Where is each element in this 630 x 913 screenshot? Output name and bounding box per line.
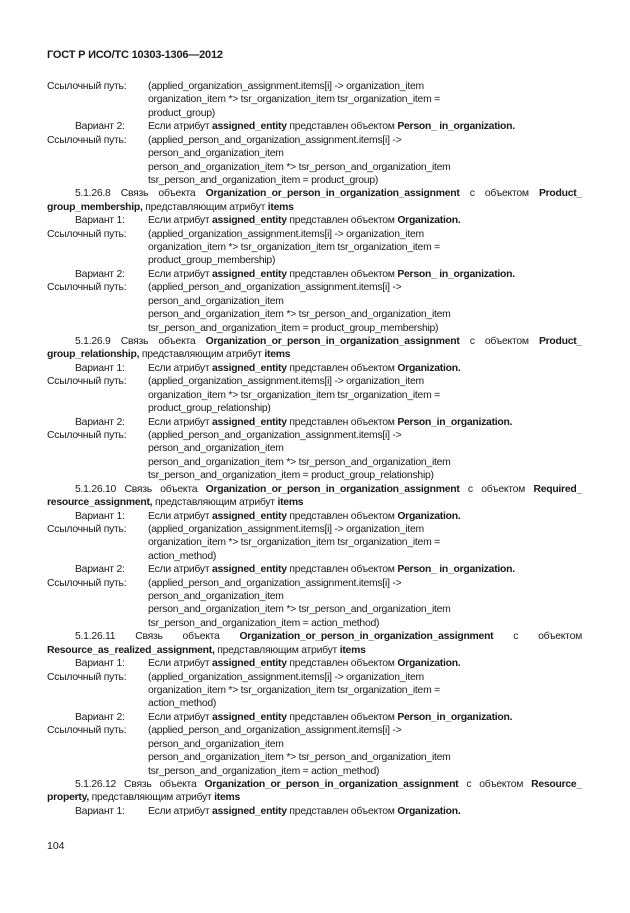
document-body: [0, 80, 630, 818]
text-line: [0, 671, 630, 684]
text-segment: (applied_organization_assignment.items[i] -> organization_item: [148, 376, 424, 388]
text-segment: organization_item *> tsr_organization_item tsr_organization_item =: [148, 684, 440, 696]
text-segment: person_and_organization_item: [148, 443, 284, 455]
text-segment: (applied_organization_assignment.items[i] -> organization_item: [148, 671, 424, 683]
text-segment: product_group): [148, 107, 215, 119]
text-segment: представляющим атрибут: [152, 497, 278, 509]
bold-term: Required_: [533, 483, 582, 495]
bold-term: items: [264, 349, 291, 361]
text-segment: 5.1.26.12 Связь объекта: [75, 778, 205, 790]
bold-term: assigned_entity: [211, 805, 287, 817]
line-text: [148, 805, 460, 818]
text-line: [0, 697, 630, 710]
text-segment: Если атрибут: [148, 658, 212, 670]
line-text: [148, 590, 284, 603]
text-line: [0, 577, 630, 590]
bold-term: assigned_entity: [211, 416, 287, 428]
text-line: [0, 268, 630, 281]
bold-term: Organization_or_person_in_organization_assignment: [205, 336, 460, 348]
bold-term: Organization.: [397, 215, 461, 227]
bold-term: items: [267, 201, 294, 213]
text-segment: person_and_organization_item: [148, 591, 284, 603]
line-text: [148, 617, 379, 630]
text-line: [0, 590, 630, 603]
line-text: [148, 322, 438, 335]
line-text: [148, 671, 424, 684]
line-text: [47, 791, 240, 804]
line-text: [148, 536, 440, 549]
text-segment: organization_item *> tsr_organization_item tsr_organization_item =: [148, 537, 440, 549]
line-text: [148, 161, 451, 174]
variant-label: Вариант 1:: [75, 510, 125, 522]
text-line: [0, 254, 630, 267]
text-line: [0, 214, 630, 227]
text-line: [0, 724, 630, 737]
line-text: [47, 644, 366, 657]
line-text: [148, 724, 401, 737]
text-segment: (applied_organization_assignment.items[i] -> organization_item: [148, 523, 424, 535]
line-text: [148, 603, 451, 616]
line-text: [148, 362, 460, 375]
variant-label: Вариант 1:: [75, 362, 125, 374]
bold-term: assigned_entity: [211, 564, 287, 576]
reference-path-label: Ссылочный путь:: [47, 376, 127, 388]
bold-term: group_membership,: [47, 201, 143, 213]
bold-term: Organization.: [397, 510, 461, 522]
section-heading-line: [0, 187, 630, 200]
text-line: [0, 510, 630, 523]
text-segment: представлен объектом: [286, 658, 398, 670]
bold-term: Person_ in_organization.: [397, 121, 515, 133]
text-line: [0, 657, 630, 670]
text-segment: с объектом: [459, 336, 539, 348]
text-line: [0, 751, 630, 764]
line-text: [148, 765, 379, 778]
text-segment: person_and_organization_item *> tsr_person_and_organization_item: [148, 161, 451, 173]
text-segment: представлен объектом: [286, 362, 398, 374]
text-segment: (applied_person_and_organization_assignment.items[i] ->: [148, 429, 402, 441]
line-text: [148, 751, 451, 764]
text-line: [0, 375, 630, 388]
line-text: [148, 697, 216, 710]
text-segment: organization_item *> tsr_organization_item tsr_organization_item =: [148, 94, 440, 106]
line-text: [148, 228, 424, 241]
bold-term: items: [339, 644, 366, 656]
line-text: [75, 335, 582, 348]
bold-term: assigned_entity: [211, 215, 287, 227]
bold-term: resource_assignment,: [47, 497, 153, 509]
text-segment: представляющим атрибут: [139, 349, 265, 361]
variant-label: Вариант 2:: [75, 564, 125, 576]
section-heading-line: [0, 483, 630, 496]
text-line: [0, 107, 630, 120]
bold-term: Person_in_organization.: [397, 711, 513, 723]
text-segment: (applied_person_and_organization_assignment.items[i] ->: [148, 725, 402, 737]
text-segment: 5.1.26.8 Связь объекта: [75, 188, 206, 200]
document-header: ГОСТ Р ИСО/ТС 10303-1306—2012: [47, 49, 223, 61]
text-line: [0, 201, 630, 214]
reference-path-label: Ссылочный путь:: [47, 134, 127, 146]
bold-term: assigned_entity: [211, 711, 287, 723]
variant-label: Вариант 2:: [75, 711, 125, 723]
bold-term: items: [277, 497, 304, 509]
section-heading-line: [0, 630, 630, 643]
line-text: [148, 711, 512, 724]
text-segment: tsr_person_and_organization_item = product_group_relationship): [148, 470, 434, 482]
line-text: [148, 657, 460, 670]
text-line: [0, 563, 630, 576]
line-text: [148, 80, 424, 93]
text-line: [0, 496, 630, 509]
text-segment: Если атрибут: [148, 805, 212, 817]
bold-term: assigned_entity: [211, 268, 287, 280]
text-segment: представляющим атрибут: [89, 792, 215, 804]
text-line: [0, 389, 630, 402]
text-segment: person_and_organization_item *> tsr_person_and_organization_item: [148, 752, 451, 764]
line-text: [148, 442, 284, 455]
bold-term: group_relationship,: [47, 349, 140, 361]
line-text: [75, 630, 582, 643]
reference-path-label: Ссылочный путь:: [47, 523, 127, 535]
bold-term: assigned_entity: [211, 121, 287, 133]
reference-path-label: Ссылочный путь:: [47, 429, 127, 441]
line-text: [148, 254, 275, 267]
text-segment: tsr_person_and_organization_item = product_group): [148, 174, 379, 186]
line-text: [148, 174, 378, 187]
bold-term: assigned_entity: [211, 362, 287, 374]
line-text: [148, 241, 440, 254]
text-line: [0, 134, 630, 147]
text-line: [0, 805, 630, 818]
text-line: [0, 174, 630, 187]
text-line: [0, 456, 630, 469]
line-text: [148, 684, 440, 697]
text-line: [0, 241, 630, 254]
text-segment: представлен объектом: [286, 805, 398, 817]
text-segment: (applied_person_and_organization_assignment.items[i] ->: [148, 282, 402, 294]
line-text: [148, 281, 401, 294]
text-line: [0, 295, 630, 308]
text-line: [0, 308, 630, 321]
line-text: [148, 523, 424, 536]
line-text: [148, 469, 434, 482]
text-line: [0, 362, 630, 375]
text-line: [0, 523, 630, 536]
bold-term: assigned_entity: [211, 510, 287, 522]
line-text: [148, 147, 284, 160]
bold-term: Organization.: [397, 658, 461, 670]
line-text: [148, 268, 515, 281]
text-segment: 5.1.26.10 Связь объекта: [75, 483, 206, 495]
line-text: [148, 134, 401, 147]
text-line: [0, 765, 630, 778]
text-segment: Если атрибут: [148, 711, 212, 723]
variant-label: Вариант 1:: [75, 805, 125, 817]
text-segment: представлен объектом: [286, 564, 398, 576]
text-line: [0, 161, 630, 174]
text-line: [0, 120, 630, 133]
reference-path-label: Ссылочный путь:: [47, 577, 127, 589]
text-segment: person_and_organization_item: [148, 295, 284, 307]
line-text: [47, 496, 303, 509]
text-line: [0, 93, 630, 106]
line-text: [148, 550, 216, 563]
bold-term: Organization_or_person_in_organization_assignment: [205, 483, 460, 495]
line-text: [148, 429, 401, 442]
line-text: [75, 483, 582, 496]
text-line: [0, 228, 630, 241]
text-segment: представлен объектом: [286, 215, 398, 227]
text-segment: с объектом: [459, 188, 539, 200]
text-segment: представлен объектом: [286, 121, 398, 133]
bold-term: Person_ in_organization.: [397, 268, 515, 280]
bold-term: Product_: [538, 188, 582, 200]
line-text: [47, 201, 294, 214]
text-segment: Если атрибут: [148, 268, 212, 280]
text-segment: Если атрибут: [148, 121, 212, 133]
line-text: [148, 738, 284, 751]
text-segment: product_group_membership): [148, 255, 276, 267]
text-segment: представлен объектом: [286, 711, 398, 723]
text-segment: Если атрибут: [148, 564, 212, 576]
line-text: [148, 93, 440, 106]
reference-path-label: Ссылочный путь:: [47, 228, 127, 240]
text-segment: Если атрибут: [148, 362, 212, 374]
text-segment: (applied_organization_assignment.items[i] -> organization_item: [148, 228, 424, 240]
bold-term: Organization_or_person_in_organization_assignment: [204, 778, 459, 790]
text-segment: (applied_organization_assignment.items[i] -> organization_item: [148, 81, 424, 92]
variant-label: Вариант 2:: [75, 121, 125, 133]
text-segment: person_and_organization_item *> tsr_person_and_organization_item: [148, 309, 451, 321]
text-segment: person_and_organization_item: [148, 148, 284, 160]
text-segment: organization_item *> tsr_organization_item tsr_organization_item =: [148, 242, 440, 254]
text-segment: person_and_organization_item *> tsr_person_and_organization_item: [148, 456, 451, 468]
bold-term: Organization_or_person_in_organization_assignment: [205, 188, 460, 200]
bold-term: Resource_as_realized_assignment,: [47, 644, 215, 656]
line-text: [148, 295, 284, 308]
line-text: [148, 375, 424, 388]
text-segment: (applied_person_and_organization_assignment.items[i] ->: [148, 134, 402, 146]
text-line: [0, 429, 630, 442]
text-segment: tsr_person_and_organization_item = action_method): [148, 617, 380, 629]
section-heading-line: [0, 335, 630, 348]
text-line: [0, 603, 630, 616]
text-segment: с объектом: [459, 483, 534, 495]
page-number: 104: [47, 840, 65, 852]
text-line: [0, 711, 630, 724]
line-text: [148, 120, 515, 133]
text-line: [0, 442, 630, 455]
line-text: [148, 577, 401, 590]
text-line: [0, 469, 630, 482]
text-line: [0, 147, 630, 160]
bold-term: Organization.: [397, 362, 461, 374]
reference-path-label: Ссылочный путь:: [47, 282, 127, 294]
line-text: [148, 214, 460, 227]
text-line: [0, 791, 630, 804]
line-text: [148, 456, 451, 469]
text-segment: action_method): [148, 550, 217, 562]
text-segment: представлен объектом: [286, 268, 398, 280]
line-text: [148, 510, 460, 523]
bold-term: property,: [47, 792, 90, 804]
text-segment: представляющим атрибут: [214, 644, 340, 656]
reference-path-label: Ссылочный путь:: [47, 81, 127, 92]
text-line: [0, 416, 630, 429]
line-text: [148, 402, 271, 415]
reference-path-label: Ссылочный путь:: [47, 671, 127, 683]
bold-term: items: [214, 792, 241, 804]
text-segment: с объектом: [493, 631, 582, 643]
text-segment: представлен объектом: [286, 416, 398, 428]
text-line: [0, 348, 630, 361]
text-segment: person_and_organization_item: [148, 738, 284, 750]
bold-term: Organization.: [397, 805, 461, 817]
line-text: [75, 187, 582, 200]
line-text: [47, 348, 290, 361]
line-text: [148, 389, 440, 402]
bold-term: Resource_: [531, 778, 582, 790]
text-segment: с объектом: [458, 778, 532, 790]
text-line: [0, 617, 630, 630]
text-line: [0, 80, 630, 93]
text-segment: action_method): [148, 698, 217, 710]
section-heading-line: [0, 778, 630, 791]
text-line: [0, 281, 630, 294]
bold-term: Person_in_organization.: [397, 416, 513, 428]
variant-label: Вариант 2:: [75, 268, 125, 280]
text-line: [0, 402, 630, 415]
text-segment: Если атрибут: [148, 510, 212, 522]
text-segment: Если атрибут: [148, 215, 212, 227]
text-segment: 5.1.26.11 Связь объекта: [75, 631, 240, 643]
text-segment: Если атрибут: [148, 416, 212, 428]
text-line: [0, 536, 630, 549]
bold-term: Product_: [538, 336, 582, 348]
line-text: [148, 107, 215, 120]
text-segment: tsr_person_and_organization_item = product_group_membership): [148, 322, 439, 334]
bold-term: assigned_entity: [211, 658, 287, 670]
text-line: [0, 684, 630, 697]
variant-label: Вариант 1:: [75, 658, 125, 670]
text-segment: представляющим атрибут: [142, 201, 268, 213]
bold-term: Person_ in_organization.: [397, 564, 515, 576]
line-text: [75, 778, 582, 791]
line-text: [148, 416, 512, 429]
variant-label: Вариант 2:: [75, 416, 125, 428]
text-segment: product_group_relationship): [148, 403, 271, 415]
text-line: [0, 738, 630, 751]
text-segment: представлен объектом: [286, 510, 398, 522]
text-line: [0, 644, 630, 657]
text-segment: tsr_person_and_organization_item = action_method): [148, 765, 380, 777]
text-segment: organization_item *> tsr_organization_item tsr_organization_item =: [148, 389, 440, 401]
line-text: [148, 308, 451, 321]
reference-path-label: Ссылочный путь:: [47, 725, 127, 737]
variant-label: Вариант 1:: [75, 215, 125, 227]
text-segment: person_and_organization_item *> tsr_person_and_organization_item: [148, 604, 451, 616]
line-text: [148, 563, 515, 576]
text-segment: (applied_person_and_organization_assignment.items[i] ->: [148, 577, 402, 589]
text-line: [0, 322, 630, 335]
text-segment: 5.1.26.9 Связь объекта: [75, 336, 206, 348]
text-line: [0, 550, 630, 563]
bold-term: Organization_or_person_in_organization_assignment: [239, 631, 494, 643]
